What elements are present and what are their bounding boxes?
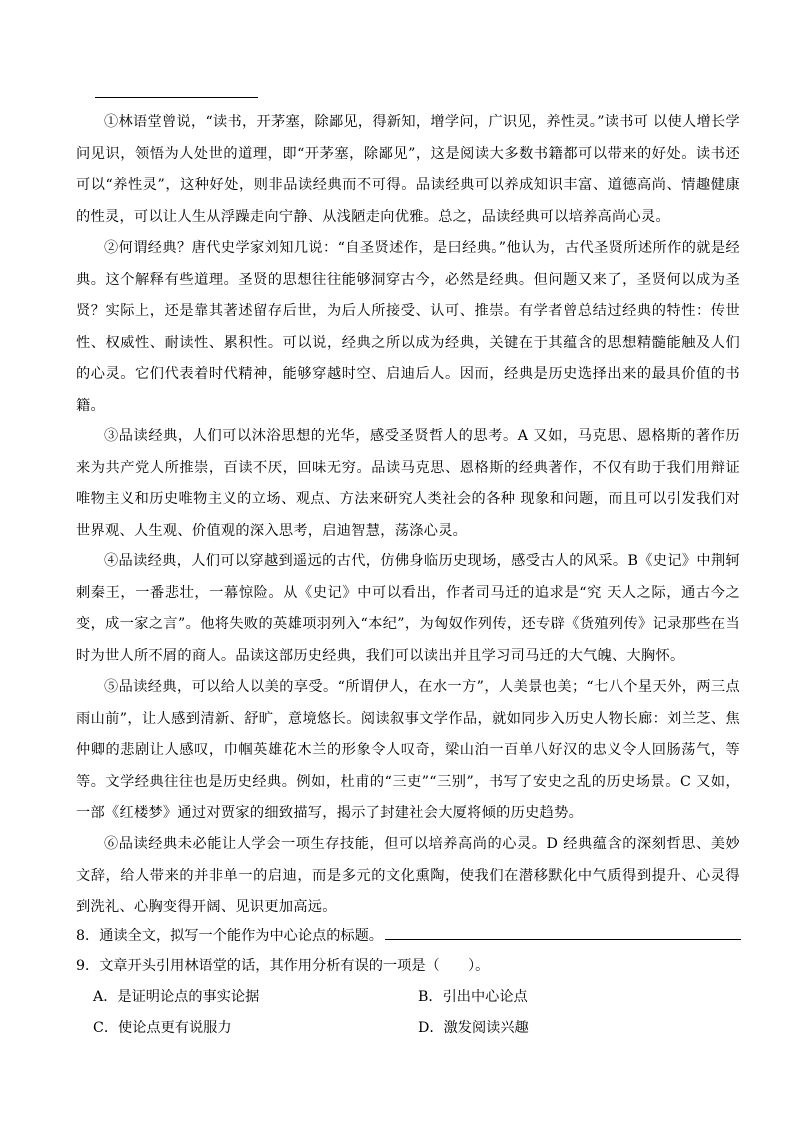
paragraph-2: ②何谓经典？唐代史学家刘知几说：“自圣贤述作，是曰经典。”他认为，古代圣贤所述所作的就是经典。这个解释有些道理。圣贤的思想往往能够洞穿古今，必然是经典。但问题又来了，圣贤何以成为圣贤？实际上，还是靠其著述留存后世，为后人所接受、认可、推崇。有学者曾总结过经典的特性：传世性、权威性、耐读性、累积性。可以说，经典之所以成为经典，关键在于其蕴含的思想精髓能触及人们的心灵。它们代表着时代精神，能够穿越时空、启迪后人。因而，经典是历史选择出来的最具价值的书籍。 (76, 240, 740, 414)
paragraph-5: ⑤品读经典，可以给人以美的享受。“所谓伊人，在水一方”，人美景也美；“七八个星天外，两三点雨山前”，让人感到清新、舒旷，意境悠长。阅读叙事文学作品，就如同步入历史人物长廊：刘兰芝、焦仲卿的悲剧让人感叹，巾帼英雄花木兰的形象令人叹奇，梁山泊一百单八好汉的忠义令人回肠荡气，等等。文学经典往往也是历史经典。例如，杜甫的“三吏”“三别”，书写了安史之乱的历史场景。C 又如，一部《红楼梦》通过对贾家的细致描写，揭示了封建社会大厦将倾的历史趋势。 (76, 679, 740, 821)
question-8 (76, 924, 741, 948)
option-b[interactable]: B．引出中心论点 (418, 989, 528, 1005)
paragraph-1: ①林语堂曾说，“读书，开茅塞，除鄙见，得新知，增学问，广识见，养性灵。”读书可 以使人增长学问见识，领悟为人处世的道理，即“开茅塞，除鄙见”，这是阅读大多数书籍都可以带来的好处。读书还可以“养性灵”，这种好处，则非品读经典而不可得。品读经典可以养成知识丰富、道德高尚、情趣健康的性灵，可以让人生从浮躁走向宁静、从浅陋走向优雅。总之，品读经典可以培养高尚心灵。 (76, 114, 740, 225)
answer-blank[interactable] (385, 925, 741, 940)
option-a[interactable]: A．是证明论点的事实论据 (93, 989, 260, 1005)
question-8-text: 8．通读全文，拟写一个能作为中心论点的标题。 (76, 928, 383, 944)
paragraph-6: ⑥品读经典未必能让人学会一项生存技能，但可以培养高尚的心灵。D 经典蕴含的深刻哲思、美妙文辞，给人带来的并非单一的启迪，而是多元的文化熏陶，使我们在潜移默化中气质得到提升、心灵得到洗礼、心胸变得开阔、见识更加高远。 (76, 836, 740, 915)
question-9: 9．文章开头引用林语堂的话，其作用分析有误的一项是（ ）。 (76, 958, 490, 974)
option-d[interactable]: D．激发阅读兴趣 (418, 1020, 529, 1036)
paragraph-4: ④品读经典，人们可以穿越到遥远的古代，仿佛身临历史现场，感受古人的风采。B《史记》中荆轲刺秦王，一番悲壮，一幕惊险。从《史记》中可以看出，作者司马迁的追求是“究 天人之际，通古今之变，成一家之言”。他将失败的英雄项羽列入“本纪”，为匈奴作列传，还专辟《货殖列传》记录那些在当时为世人所不屑的商人。品读这部历史经典，我们可以读出并且学习司马迁的大气魄、大胸怀。 (76, 553, 740, 664)
header-rule (95, 97, 258, 98)
option-c[interactable]: C．使论点更有说服力 (93, 1020, 232, 1036)
paragraph-3: ③品读经典，人们可以沐浴思想的光华，感受圣贤哲人的思考。A 又如，马克思、恩格斯的著作历来为共产党人所推崇，百读不厌，回味无穷。品读马克思、恩格斯的经典著作，不仅有助于我们用辩证唯物主义和历史唯物主义的立场、观点、方法来研究人类社会的各种 现象和问题，而且可以引发我们对世界观、人生观、价值观的深入思考，启迪智慧，荡涤心灵。 (76, 428, 740, 539)
